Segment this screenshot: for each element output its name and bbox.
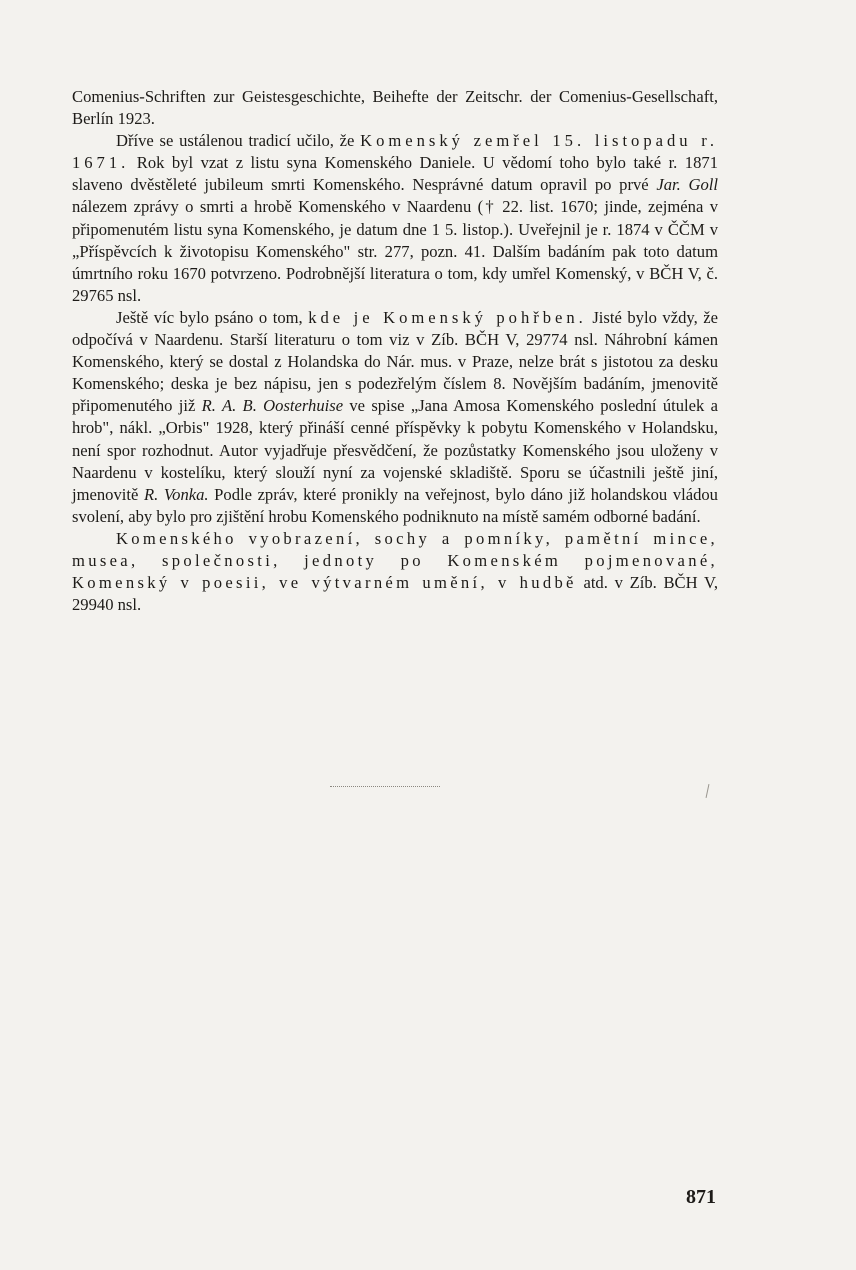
text-run: Dříve se ustálenou tradicí učilo, že [116, 131, 361, 151]
spaced-text: Komenského vyobrazení, sochy a pomníky, pamětní mince, musea, společnosti, jednoty po Komenském pojmenované, Komenský v poesii, ve výtvarném umění, v hudbě [72, 528, 718, 593]
page-number: 871 [686, 1186, 716, 1208]
text-run: atd. v Zíb. BČH V, 29940 nsl. [72, 573, 718, 615]
italic-text: R. Vonka. [143, 484, 209, 504]
text-run: Rok byl vzat z listu syna Komenského Daniele. U vědomí toho bylo také r. 1871 slaveno dvěstěleté jubileum smrti Komenského. Nesprávné datum opravil po prvé [72, 153, 718, 195]
text-run: Ještě víc bylo psáno o tom, [116, 307, 309, 327]
text-run: Jisté bylo vždy, že odpočívá v Naardenu. Starší literaturu o tom viz v Zíb. BČH V, 29774 nsl. Náhrobní kámen Komenského, který se dostal z Holandska do Nár. mus. v Praze, nelze brát s jistotou za desku Komenského; deska je bez nápisu, jen s podezřelým číslem 8. Novějším badáním, jmenovitě připomenutého již [72, 307, 718, 416]
page-body [72, 86, 718, 616]
paragraph-3 [72, 307, 718, 528]
text-run: Comenius-Schriften zur Geistesgeschichte, Beihefte der Zeitschr. der Comenius-Gesellschaft, Berlín 1923. [72, 87, 718, 129]
spaced-text: kde je Komenský pohřben. [308, 307, 587, 327]
text-run: nálezem zprávy o smrti a hrobě Komenského v Naardenu († 22. list. 1670; jinde, zejména v připomenutém listu syna Komenského, je datum dne 1 5. listop.). Uveřejnil je r. 1874 v ČČM v „Příspěvcích k životopisu Komenského" str. 277, pozn. 41. Dalším badáním pak toto datum úmrtního roku 1670 potvrzeno. Podrobnější literatura o tom, kdy umřel Komenský, v BČH V, č. 29765 nsl. [72, 197, 718, 305]
margin-mark [706, 784, 710, 798]
paragraph-1 [72, 86, 718, 130]
italic-text: Jar. Goll [656, 175, 719, 195]
text-run: ve spise „Jana Amosa Komenského poslední útulek a hrob", nákl. „Orbis" 1928, který přináší cenné příspěvky k pobytu Komenského v Holandsku, není spor rozhodnut. Autor vyjadřuje přesvědčení, že pozůstatky Komenského jsou uloženy v Naardenu v kostelíku, který slouží nyní za vojenské skladiště. Sporu se účastnili ještě jiní, jmenovitě [72, 396, 718, 504]
italic-text: R. A. B. Oosterhuise [201, 396, 344, 416]
paragraph-2 [72, 130, 718, 307]
section-divider [330, 786, 440, 787]
text-run: Podle zpráv, které pronikly na veřejnost, bylo dáno již holandskou vládou svolení, aby bylo pro zjištění hrobu Komenského podniknuto na místě samém odborné badání. [72, 484, 718, 526]
paragraph-4 [72, 528, 718, 616]
spaced-text: Komenský zemřel 15. listopadu r. 1671. [72, 131, 718, 173]
